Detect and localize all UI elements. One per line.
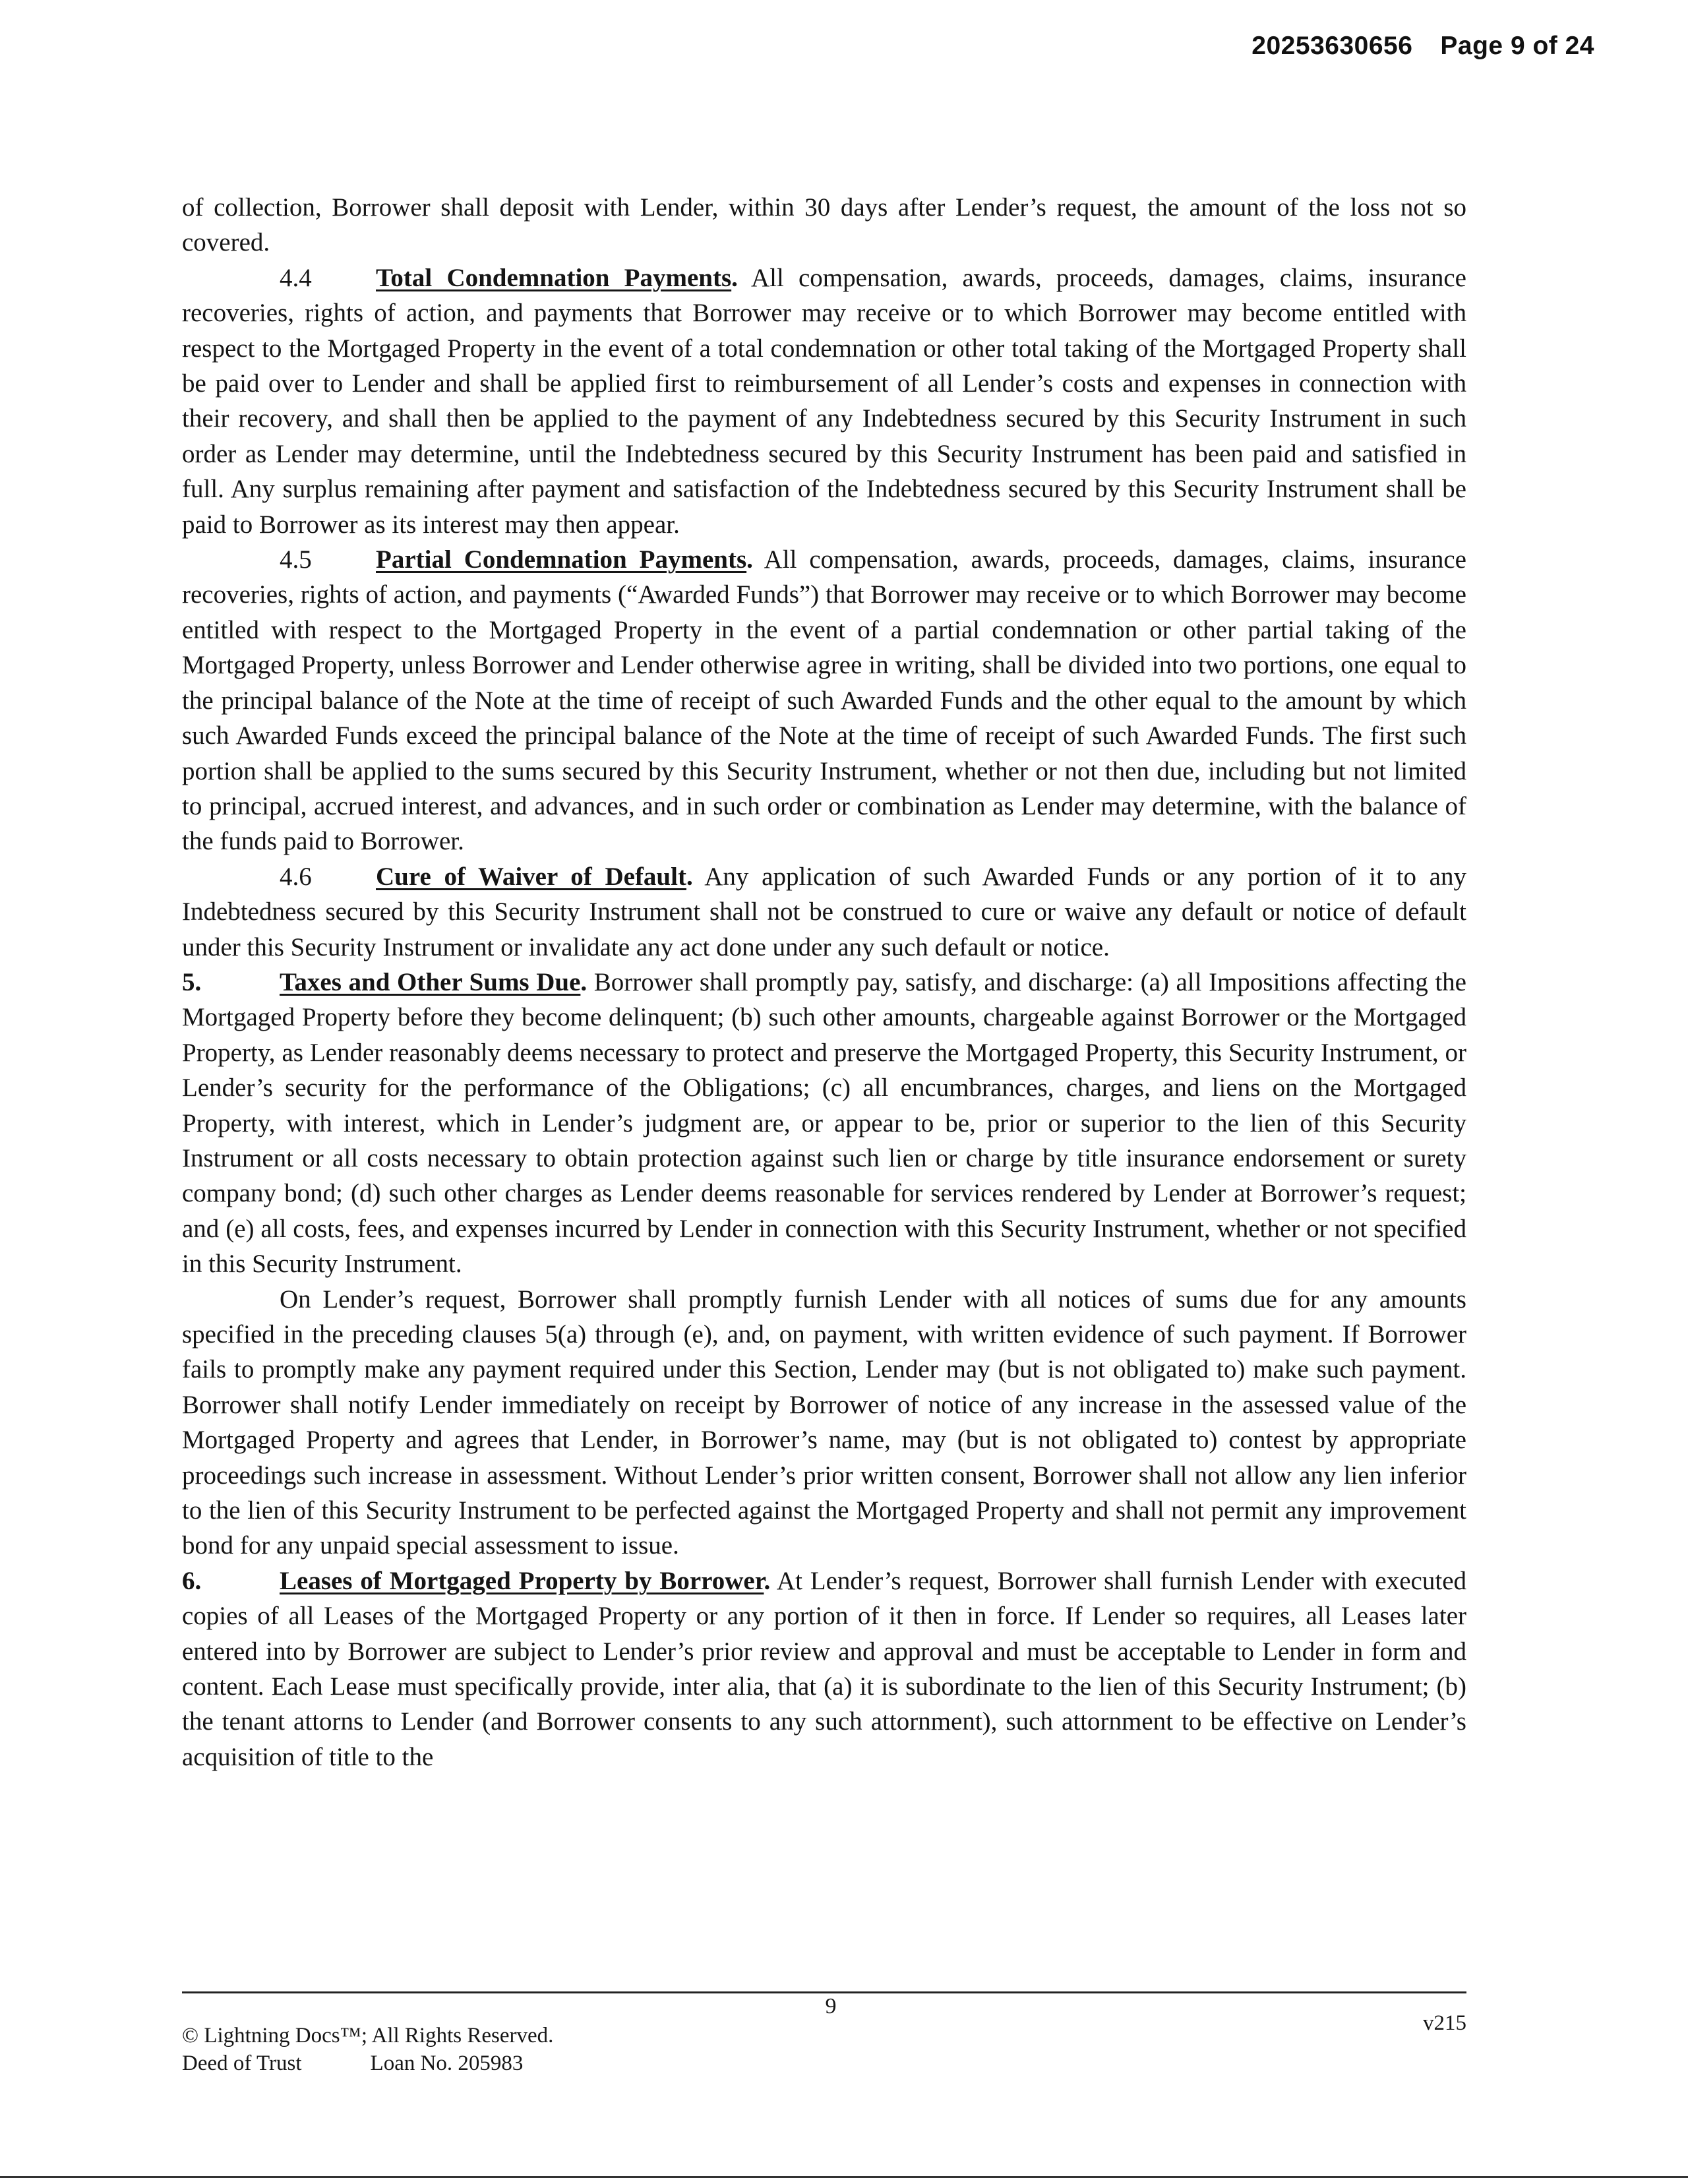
- footer-left: [182, 2022, 553, 2077]
- section-4-4: 4.4 Total Condemnation Payments. All compensation, awards, proceeds, damages, claims, insurance recoveries, rights of action, and payments that Borrower may receive or to which Borrower may become entitled with respect to the Mortgaged Property in the event of a total condemnation or other total taking of the Mortgaged Property shall be paid over to Lender and shall be applied first to reimbursement of all Lender’s costs and expenses in connection with their recovery, and shall then be applied to the payment of any Indebtedness secured by this Security Instrument in such order as Lender may determine, until the Indebtedness secured by this Security Instrument has been paid and satisfied in full. Any surplus remaining after payment and satisfaction of the Indebtedness secured by this Security Instrument shall be paid to Borrower as its interest may then appear.: [182, 260, 1466, 542]
- section-heading: Leases of Mortgaged Property by Borrower: [280, 1566, 764, 1595]
- paragraph-continuation: of collection, Borrower shall deposit with Lender, within 30 days after Lender’s request, the amount of the loss not so covered.: [182, 193, 1466, 257]
- section-text: At Lender’s request, Borrower shall furnish Lender with executed copies of all Leases of the Mortgaged Property or any portion of it then in force. If Lender so requires, all Leases later entered into by Borrower are subject to Lender’s prior review and approval and must be acceptable to Lender in form and content. Each Lease must specifically provide, inter alia, that (a) it is subordinate to the lien of this Security Instrument; (b) the tenant attorns to Lender (and Borrower consents to any such attornment), such attornment to be effective on Lender’s acquisition of title to the: [182, 1566, 1467, 1771]
- footer-divider: [182, 1991, 1466, 1993]
- document-type: Deed of Trust: [182, 2051, 302, 2075]
- document-type-line: [182, 2049, 553, 2077]
- section-text: All compensation, awards, proceeds, damages, claims, insurance recoveries, rights of action, and payments that Borrower may receive or to which Borrower may become entitled with respect to the Mortgaged Property in the event of a total condemnation or other total taking of the Mortgaged Property shall be paid over to Lender and shall be applied first to reimbursement of all Lender’s costs and expenses in connection with their recovery, and shall then be applied to the payment of any Indebtedness secured by this Security Instrument in such order as Lender may determine, until the Indebtedness secured by this Security Instrument has been paid and satisfied in full. Any surplus remaining after payment and satisfaction of the Indebtedness secured by this Security Instrument shall be paid to Borrower as its interest may then appear.: [182, 263, 1466, 539]
- section-6: 6. Leases of Mortgaged Property by Borrower. At Lender’s request, Borrower shall furnish Lender with executed copies of all Leases of the Mortgaged Property or any portion of it then in force. If Lender so requires, all Leases later entered into by Borrower are subject to Lender’s prior review and approval and must be acceptable to Lender in form and content. Each Lease must specifically provide, inter alia, that (a) it is subordinate to the lien of this Security Instrument; (b) the tenant attorns to Lender (and Borrower consents to any such attornment), such attornment to be effective on Lender’s acquisition of title to the: [182, 1563, 1466, 1774]
- section-heading: Cure of Waiver of Default: [376, 862, 686, 891]
- paragraph-5-continued: On Lender’s request, Borrower shall promptly furnish Lender with all notices of sums due for any amounts specified in the preceding clauses 5(a) through (e), and, on payment, with written evidence of such payment. If Borrower fails to promptly make any payment required under this Section, Lender may (but is not obligated to) make such payment. Borrower shall notify Lender immediately on receipt by Borrower of notice of any increase in the assessed value of the Mortgaged Property and agrees that Lender, in Borrower’s name, may (but is not obligated to) contest by appropriate proceedings such increase in assessment. Without Lender’s prior written consent, Borrower shall not allow any lien inferior to the lien of this Security Instrument to be perfected against the Mortgaged Property and shall not permit any improvement bond for any unpaid special assessment to issue.: [182, 1285, 1466, 1560]
- page-number: 9: [825, 1994, 837, 2018]
- copyright-notice: © Lightning Docs™; All Rights Reserved.: [182, 2024, 554, 2048]
- section-text: Borrower shall promptly pay, satisfy, and discharge: (a) all Impositions affecting the Mortgaged Property before they become delinquent; (b) such other amounts, chargeable against Borrower or the Mortgaged Property, as Lender reasonably deems necessary to protect and preserve the Mortgaged Property, this Security Instrument, or Lender’s security for the performance of the Obligations; (c) all encumbrances, charges, and liens on the Mortgaged Property, with interest, which in Lender’s judgment are, or appear to be, prior or superior to the lien of this Security Instrument or all costs necessary to obtain protection against such lien or charge by title insurance endorsement or surety company bond; (d) such other charges as Lender deems reasonable for services rendered by Lender at Borrower’s request; and (e) all costs, fees, and expenses incurred by Lender in connection with this Security Instrument, whether or not specified in this Security Instrument.: [182, 967, 1466, 1279]
- section-number: 4.5: [280, 545, 312, 574]
- page-label: Page 9 of 24: [1440, 32, 1594, 60]
- section-heading: Partial Condemnation Payments: [376, 545, 747, 574]
- scan-bottom-edge: [0, 2176, 1688, 2178]
- document-body: [182, 190, 1466, 1774]
- section-number: 6.: [182, 1566, 202, 1595]
- section-text: All compensation, awards, proceeds, damages, claims, insurance recoveries, rights of action, and payments (“Awarded Funds”) that Borrower may receive or to which Borrower may become entitled with respect to the Mortgaged Property in the event of a partial condemnation or other partial taking of the Mortgaged Property, unless Borrower and Lender otherwise agree in writing, shall be divided into two portions, one equal to the principal balance of the Note at the time of receipt of such Awarded Funds and the other equal to the amount by which such Awarded Funds exceed the principal balance of the Note at the time of receipt of such Awarded Funds. The first such portion shall be applied to the sums secured by this Security Instrument, whether or not then due, including but not limited to principal, accrued interest, and advances, and in such order or combination as Lender may determine, with the balance of the funds paid to Borrower.: [182, 545, 1466, 856]
- document-id: 20253630656: [1251, 32, 1413, 60]
- loan-number: Loan No. 205983: [370, 2051, 524, 2075]
- section-heading: Total Condemnation Payments: [376, 263, 732, 292]
- section-number: 4.4: [280, 263, 312, 292]
- section-4-5: 4.5 Partial Condemnation Payments. All compensation, awards, proceeds, damages, claims, insurance recoveries, rights of action, and payments (“Awarded Funds”) that Borrower may receive or to which Borrower may become entitled with respect to the Mortgaged Property in the event of a partial condemnation or other partial taking of the Mortgaged Property, unless Borrower and Lender otherwise agree in writing, shall be divided into two portions, one equal to the principal balance of the Note at the time of receipt of such Awarded Funds and the other equal to the amount by which such Awarded Funds exceed the principal balance of the Note at the time of receipt of such Awarded Funds. The first such portion shall be applied to the sums secured by this Security Instrument, whether or not then due, including but not limited to principal, accrued interest, and advances, and in such order or combination as Lender may determine, with the balance of the funds paid to Borrower.: [182, 542, 1466, 859]
- section-number: 5.: [182, 967, 202, 996]
- section-5: 5. Taxes and Other Sums Due. Borrower shall promptly pay, satisfy, and discharge: (a) all Impositions affecting the Mortgaged Property before they become delinquent; (b) such other amounts, chargeable against Borrower or the Mortgaged Property, as Lender reasonably deems necessary to protect and preserve the Mortgaged Property, this Security Instrument, or Lender’s security for the performance of the Obligations; (c) all encumbrances, charges, and liens on the Mortgaged Property, with interest, which in Lender’s judgment are, or appear to be, prior or superior to the lien of this Security Instrument or all costs necessary to obtain protection against such lien or charge by title insurance endorsement or surety company bond; (d) such other charges as Lender deems reasonable for services rendered by Lender at Borrower’s request; and (e) all costs, fees, and expenses incurred by Lender in connection with this Security Instrument, whether or not specified in this Security Instrument.: [182, 965, 1466, 1282]
- page-header: [1251, 32, 1594, 61]
- version-label: v215: [1423, 2011, 1466, 2035]
- section-4-6: 4.6 Cure of Waiver of Default. Any application of such Awarded Funds or any portion of it to any Indebtedness secured by this Security Instrument shall not be construed to cure or waive any default or notice of default under this Security Instrument or invalidate any act done under any such default or notice.: [182, 859, 1466, 965]
- section-text: Any application of such Awarded Funds or any portion of it to any Indebtedness secured by this Security Instrument shall not be construed to cure or waive any default or notice of default under this Security Instrument or invalidate any act done under any such default or notice.: [182, 862, 1466, 961]
- section-number: 4.6: [280, 862, 312, 891]
- section-heading: Taxes and Other Sums Due: [280, 967, 581, 996]
